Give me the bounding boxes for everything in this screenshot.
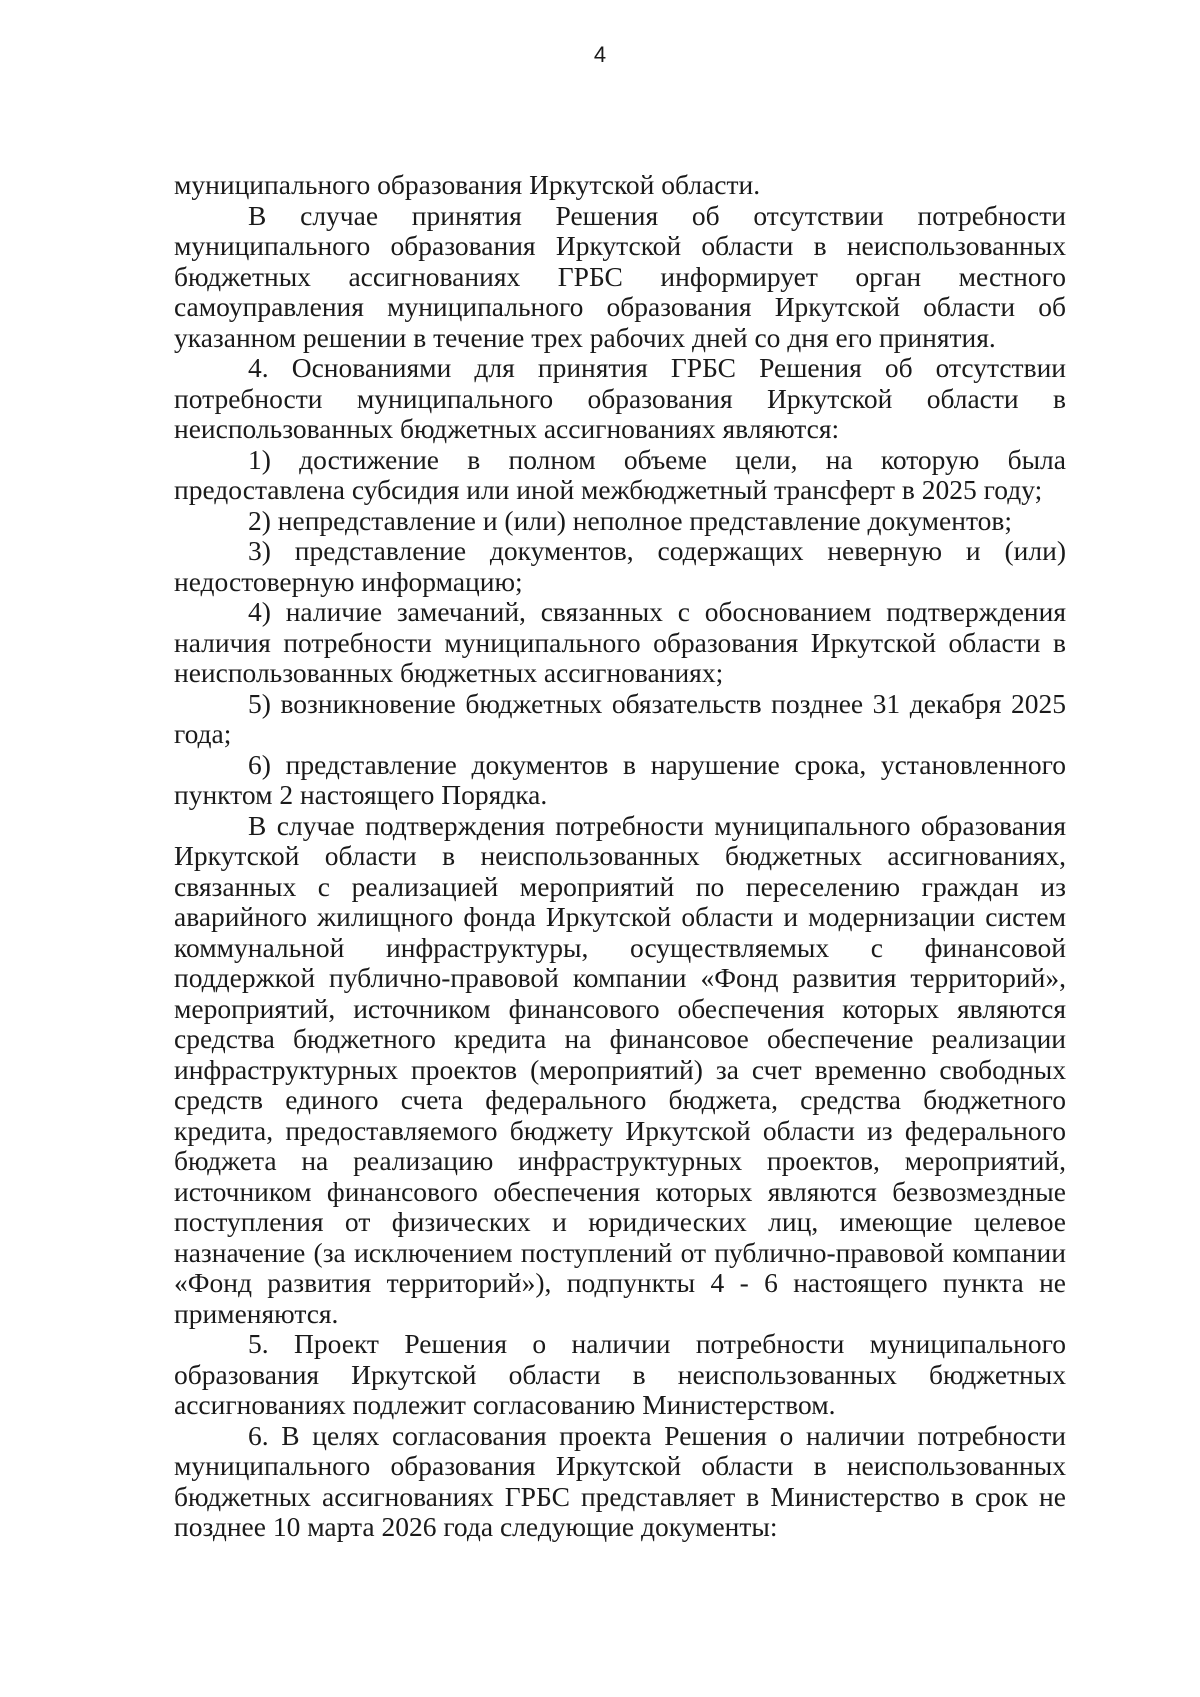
- paragraph-item-4-grounds: 4. Основаниями для принятия ГРБС Решения об отсутствии потребности муниципального образования Иркутской области в неиспользованных бюджетных ассигнованиях являются:: [174, 352, 1066, 444]
- document-body: [174, 170, 1066, 1543]
- list-item-ground-1: 1) достижение в полном объеме цели, на которую была предоставлена субсидия или иной межбюджетный трансферт в 2025 году;: [174, 443, 1066, 505]
- list-item-ground-5: 5) возникновение бюджетных обязательств позднее 31 декабря 2025 года;: [174, 687, 1066, 749]
- paragraph-item-6: 6. В целях согласования проекта Решения о наличии потребности муниципального образования Иркутской области в неиспользованных бюджетных ассигнованиях ГРБС представляет в Министерство в срок не позднее 10 марта 2026 года следующие документы:: [174, 1419, 1066, 1542]
- paragraph-exception: В случае подтверждения потребности муниципального образования Иркутской области в неиспользованных бюджетных ассигнованиях, связанных с реализацией мероприятий по переселению граждан из аварийного жилищного фонда Иркутской области и модернизации систем коммунальной инфраструктуры, осуществляемых с финансовой поддержкой публично-правовой компании «Фонд развития территорий», мероприятий, источником финансового обеспечения которых являются средства бюджетного кредита на финансовое обеспечение реализации инфраструктурных проектов (мероприятий) за счет временно свободных средств единого счета федерального бюджета, средства бюджетного кредита, предоставляемого бюджету Иркутской области из федерального бюджета на реализацию инфраструктурных проектов, мероприятий, источником финансового обеспечения которых являются безвозмездные поступления от физических и юридических лиц, имеющие целевое назначение (за исключением поступлений от публично-правовой компании «Фонд развития территорий»), подпункты 4 - 6 настоящего пункта не применяются.: [174, 809, 1066, 1329]
- paragraph-refusal-notice: В случае принятия Решения об отсутствии потребности муниципального образования Иркутской области в неиспользованных бюджетных ассигнованиях ГРБС информирует орган местного самоуправления муниципального образования Иркутской области об указанном решении в течение трех рабочих дней со дня его принятия.: [174, 199, 1066, 353]
- list-item-ground-2: 2) непредставление и (или) неполное представление документов;: [248, 504, 1012, 536]
- paragraph-item-5: 5. Проект Решения о наличии потребности муниципального образования Иркутской области в неиспользованных бюджетных ассигнованиях подлежит согласованию Министерством.: [174, 1328, 1066, 1420]
- list-item-ground-6: 6) представление документов в нарушение срока, установленного пунктом 2 настоящего Порядка.: [174, 748, 1066, 810]
- paragraph-continuation: муниципального образования Иркутской области.: [174, 169, 761, 200]
- list-item-ground-4: 4) наличие замечаний, связанных с обоснованием подтверждения наличия потребности муниципального образования Иркутской области в неиспользованных бюджетных ассигнованиях;: [174, 596, 1066, 688]
- list-item-ground-3: 3) представление документов, содержащих неверную и (или) недостоверную информацию;: [174, 535, 1066, 597]
- page-number: 4: [593, 42, 607, 67]
